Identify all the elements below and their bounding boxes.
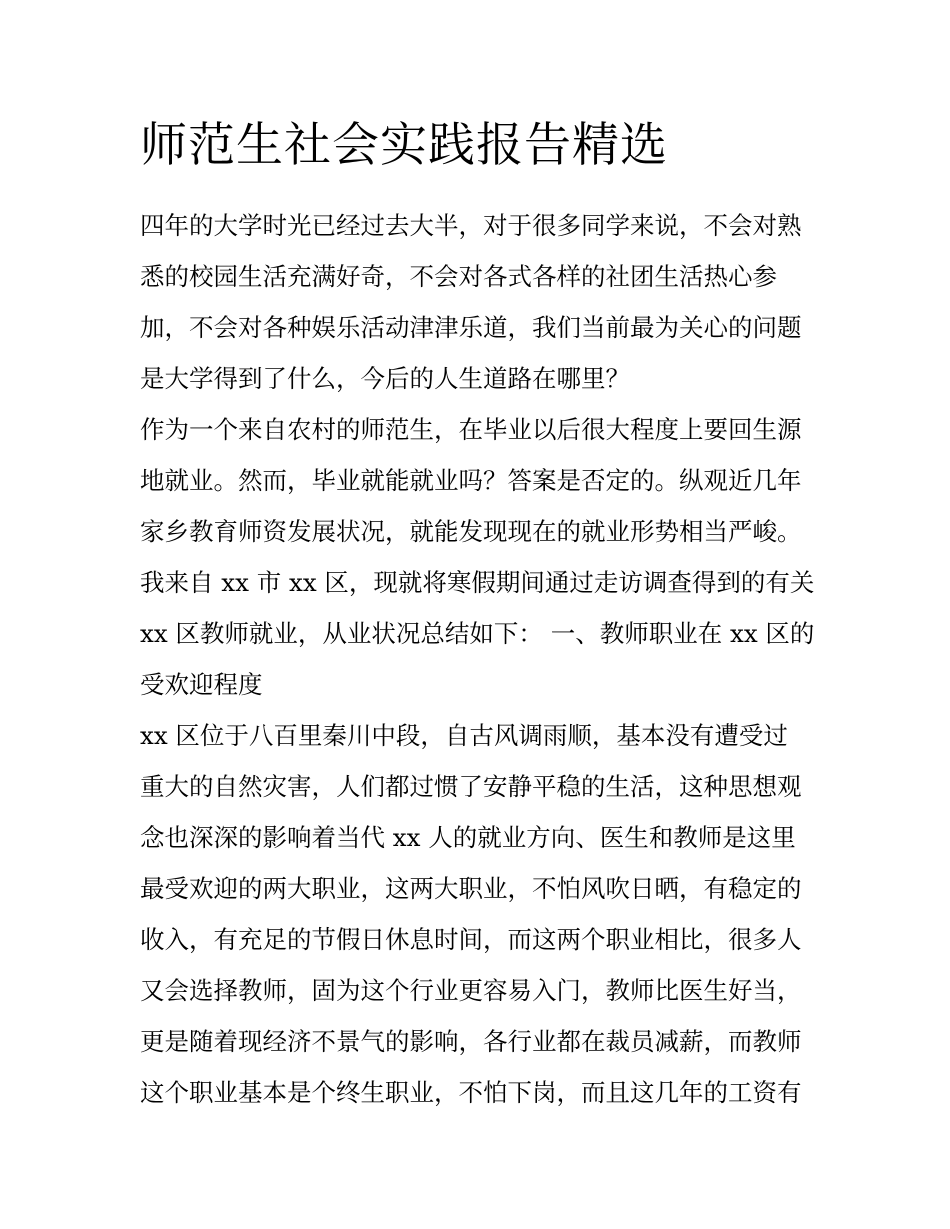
text-line-8: 我来自 xx 市 xx 区，现就将寒假期间通过走访调查得到的有关: [140, 568, 815, 597]
document-body: [140, 112, 820, 1118]
text-line-10: 受欢迎程度: [140, 670, 263, 699]
text-line-18: 这个职业基本是个终生职业，不怕下岗，而且这几年的工资有: [140, 1078, 802, 1107]
text-line-6: 地就业。然而，毕业就能就业吗？答案是否定的。纵观近几年: [140, 466, 802, 495]
text-line-12: 重大的自然灾害，人们都过惯了安静平稳的生活，这种思想观: [140, 772, 802, 801]
document-title: 师范生社会实践报告精选: [140, 118, 668, 173]
text-line-17: 更是随着现经济不景气的影响，各行业都在裁员减薪，而教师: [140, 1027, 802, 1056]
document-text: [140, 200, 820, 1118]
text-line-7: 家乡教育师资发展状况，就能发现现在的就业形势相当严峻。: [140, 517, 802, 546]
text-line-3: 加，不会对各种娱乐活动津津乐道，我们当前最为关心的问题: [140, 313, 802, 342]
text-line-13: 念也深深的影响着当代 xx 人的就业方向、医生和教师是这里: [140, 823, 796, 852]
text-line-9: xx 区教师就业，从业状况总结如下： 一、教师职业在 xx 区的: [140, 619, 815, 648]
text-line-11: xx 区位于八百里秦川中段，自古风调雨顺，基本没有遭受过: [140, 721, 788, 750]
text-line-14: 最受欢迎的两大职业，这两大职业，不怕风吹日晒，有稳定的: [140, 874, 802, 903]
text-line-15: 收入，有充足的节假日休息时间，而这两个职业相比，很多人: [140, 925, 802, 954]
text-line-5: 作为一个来自农村的师范生，在毕业以后很大程度上要回生源: [140, 415, 802, 444]
text-line-1: 四年的大学时光已经过去大半，对于很多同学来说，不会对熟: [140, 211, 802, 240]
text-line-2: 悉的校园生活充满好奇，不会对各式各样的社团生活热心参: [140, 262, 777, 291]
text-line-16: 又会选择教师，固为这个行业更容易入门，教师比医生好当，: [140, 976, 802, 1005]
text-line-4: 是大学得到了什么，今后的人生道路在哪里？: [140, 364, 630, 393]
